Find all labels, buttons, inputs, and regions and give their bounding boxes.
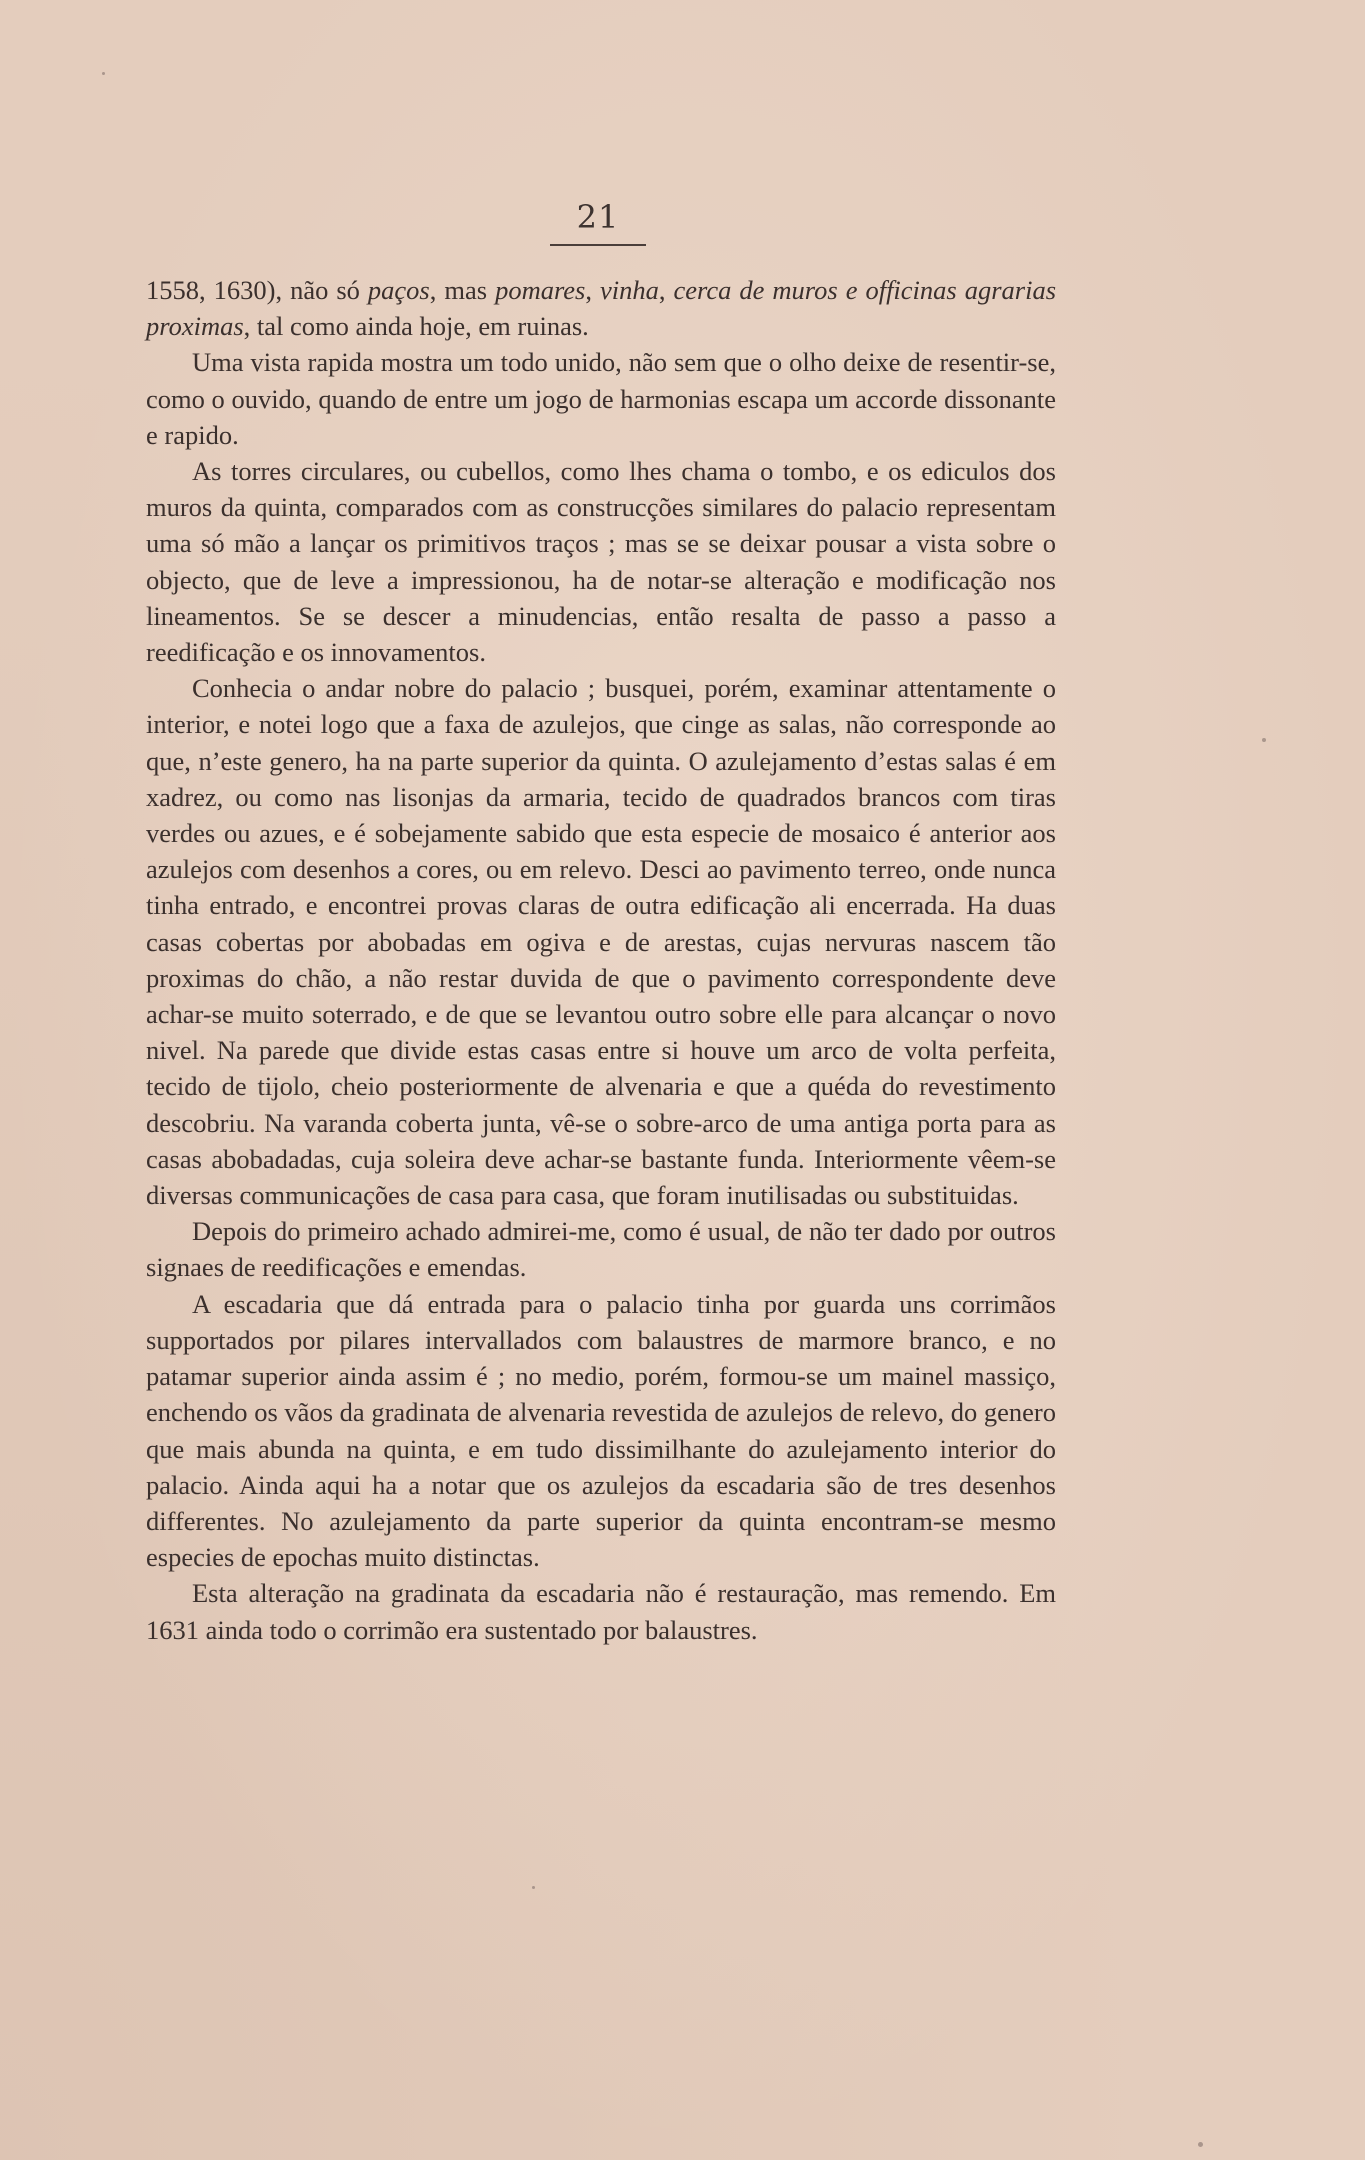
text-run: , — [658, 275, 674, 305]
paragraph — [146, 1286, 1056, 1576]
text-run: As torres circulares, ou cubellos, como lhes chama o tombo, e os ediculos dos muros da quinta, comparados com as construcções similares do palacio representam uma só mão a lançar os primitivos traços ; mas se se deixar pousar a vista sobre o objecto, que de leve a impressionou, ha de notar-se alteração e modificação nos lineamentos. Se se descer a minudencias, então resalta de passo a passo a reedificação e os innovamentos. — [146, 456, 1056, 668]
paragraph — [146, 344, 1056, 453]
text-run: Depois do primeiro achado admirei-me, como é usual, de não ter dado por outros signaes de reedificações e emendas. — [146, 1216, 1056, 1283]
text-run: Uma vista rapida mostra um todo unido, não sem que o olho deixe de resentir-se, como o ouvido, quando de entre um jogo de harmonias escapa um accorde dissonante e rapido. — [146, 347, 1056, 450]
paragraph — [146, 453, 1056, 670]
paragraph — [146, 1575, 1056, 1647]
paper-speck — [1198, 2142, 1203, 2147]
italic-text: pomares — [495, 275, 586, 305]
text-run: A escadaria que dá entrada para o palacio tinha por guarda uns corrimãos supportados por pilares intervallados com balaustres de marmore branco, e no patamar superior ainda assim é ; no medio, porém, formou-se um mainel massiço, enchendo os vãos da gradinata de alvenaria revestida de azulejos de relevo, do genero que mais abunda na quinta, e em tudo dissimilhante do azulejamento interior do palacio. Ainda aqui ha a notar que os azulejos da escadaria são de tres desenhos differentes. No azulejamento da parte superior da quinta encontram-se mesmo especies de epochas muito distinctas. — [146, 1288, 1056, 1573]
body-text — [146, 272, 1056, 1648]
page-number-rule — [550, 244, 646, 246]
text-run: Esta alteração na gradinata da escadaria não é restauração, mas remendo. Em 1631 ainda todo o corrimão era sustentado por balaustres. — [146, 1578, 1056, 1645]
paper-speck — [102, 72, 105, 75]
italic-text: vinha — [600, 275, 659, 305]
paragraph — [146, 1213, 1056, 1285]
paragraph — [146, 272, 1056, 344]
text-run: , mas — [429, 275, 496, 305]
italic-text: cerca de muros e officinas agrarias proximas — [146, 275, 1057, 342]
text-run: , tal como ainda hoje, em ruinas. — [243, 311, 589, 342]
italic-text: paços — [367, 275, 430, 305]
paper-speck — [532, 1886, 535, 1889]
text-run: Conhecia o andar nobre do palacio ; busquei, porém, examinar attentamente o interior, e notei logo que a faxa de azulejos, que cinge as salas, não corresponde ao que, n’este genero, ha na parte superior da quinta. O azulejamento d’estas salas é em xadrez, ou como nas lisonjas da armaria, tecido de quadrados brancos com tiras verdes ou azues, e é sobejamente sabido que esta especie de mosaico é anterior aos azulejos com desenhos a cores, ou em relevo. Desci ao pavimento terreo, onde nunca tinha entrado, e encontrei provas claras de outra edificação ali encerrada. Ha duas casas cobertas por abobadas em ogiva e de arestas, cujas nervuras nascem tão proximas do chão, a não restar duvida de que o pavimento correspondente deve achar-se muito soterrado, e de que se levantou outro sobre elle para alcançar o novo nivel. Na parede que divide estas casas entre si houve um arco de volta perfeita, tecido de tijolo, cheio posteriormente de alvenaria e que a quéda do revestimento descobriu. Na varanda coberta junta, vê-se o sobre-arco de uma antiga porta para as casas abobadadas, cuja soleira deve achar-se bastante funda. Interiormente vêem-se diversas communicações de casa para casa, que foram inutilisadas ou substituidas. — [146, 673, 1056, 1211]
paper-speck — [1262, 738, 1266, 742]
page-number: 21 — [576, 198, 620, 236]
paragraph — [146, 670, 1056, 1213]
text-run: , — [585, 275, 601, 305]
text-run: 1558, 1630), não só — [146, 275, 368, 305]
